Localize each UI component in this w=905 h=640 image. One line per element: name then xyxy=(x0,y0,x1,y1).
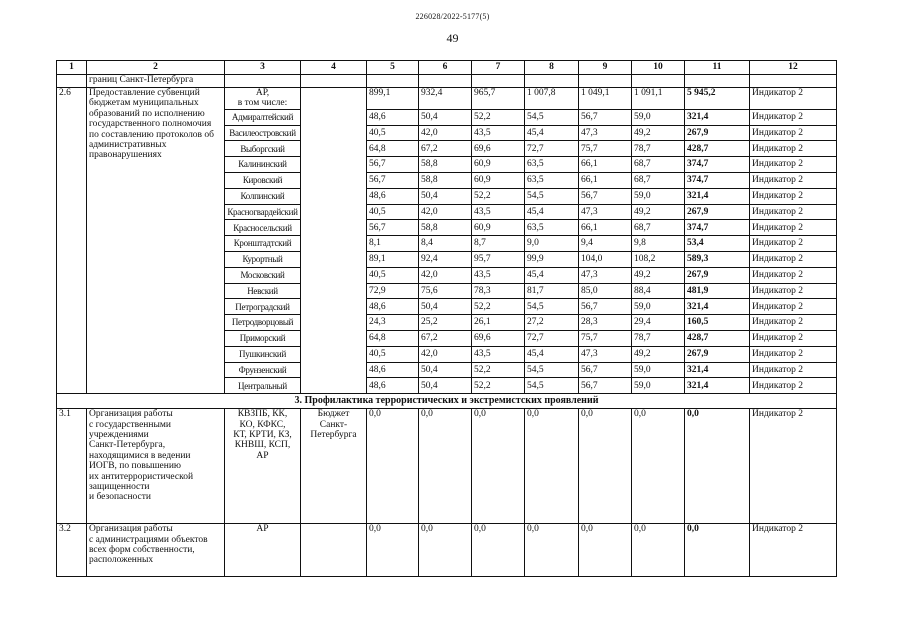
year-value: 0,0 xyxy=(419,409,472,524)
indicator: Индикатор 2 xyxy=(750,346,837,362)
year-value: 40,5 xyxy=(367,346,419,362)
empty-cell xyxy=(632,75,685,88)
year-value: 54,5 xyxy=(525,109,579,125)
year-value: 54,5 xyxy=(525,362,579,378)
year-value: 42,0 xyxy=(419,346,472,362)
year-value: 0,0 xyxy=(525,409,579,524)
district-name: Адмиралтейский xyxy=(225,109,301,125)
empty-cell xyxy=(579,75,632,88)
year-value: 99,9 xyxy=(525,251,579,267)
year-value: 78,7 xyxy=(632,141,685,157)
year-value: 8,1 xyxy=(367,236,419,252)
year-value: 60,9 xyxy=(472,220,525,236)
year-value: 9,8 xyxy=(632,236,685,252)
district-name: Центральный xyxy=(225,378,301,394)
year-value: 52,2 xyxy=(472,378,525,394)
indicator: Индикатор 2 xyxy=(750,409,837,524)
year-value: 50,4 xyxy=(419,109,472,125)
year-value: 56,7 xyxy=(367,220,419,236)
year-value: 0,0 xyxy=(579,409,632,524)
year-value: 50,4 xyxy=(419,188,472,204)
year-value: 64,8 xyxy=(367,141,419,157)
indicator: Индикатор 2 xyxy=(750,157,837,173)
year-value: 54,5 xyxy=(525,299,579,315)
district-name: Кронштадтский xyxy=(225,236,301,252)
funding-source xyxy=(301,88,367,394)
year-value: 9,0 xyxy=(525,236,579,252)
empty-cell xyxy=(685,75,750,88)
district-name: Калининский xyxy=(225,157,301,173)
district-name: Красносельский xyxy=(225,220,301,236)
year-value: 49,2 xyxy=(632,346,685,362)
year-value: 43,5 xyxy=(472,204,525,220)
total-value: 321,4 xyxy=(685,188,750,204)
empty-cell xyxy=(750,75,837,88)
year-value: 60,9 xyxy=(472,173,525,189)
year-value: 8,4 xyxy=(419,236,472,252)
year-value: 45,4 xyxy=(525,204,579,220)
year-value: 92,4 xyxy=(419,251,472,267)
year-value: 56,7 xyxy=(579,109,632,125)
year-value: 81,7 xyxy=(525,283,579,299)
year-value: 54,5 xyxy=(525,378,579,394)
year-value: 56,7 xyxy=(579,188,632,204)
indicator: Индикатор 2 xyxy=(750,267,837,283)
year-value: 965,7 xyxy=(472,88,525,110)
year-value: 104,0 xyxy=(579,251,632,267)
district-name: Невский xyxy=(225,283,301,299)
year-value: 69,6 xyxy=(472,141,525,157)
indicator: Индикатор 2 xyxy=(750,204,837,220)
year-value: 52,2 xyxy=(472,109,525,125)
total-value: 53,4 xyxy=(685,236,750,252)
year-value: 0,0 xyxy=(419,524,472,577)
total-value: 321,4 xyxy=(685,299,750,315)
year-value: 27,2 xyxy=(525,315,579,331)
year-value: 0,0 xyxy=(525,524,579,577)
year-value: 72,9 xyxy=(367,283,419,299)
year-value: 47,3 xyxy=(579,204,632,220)
column-header-6: 6 xyxy=(419,61,472,75)
indicator: Индикатор 2 xyxy=(750,251,837,267)
column-header-12: 12 xyxy=(750,61,837,75)
district-name: Московский xyxy=(225,267,301,283)
year-value: 899,1 xyxy=(367,88,419,110)
year-value: 58,8 xyxy=(419,220,472,236)
year-value: 72,7 xyxy=(525,141,579,157)
year-value: 48,6 xyxy=(367,378,419,394)
total-value: 481,9 xyxy=(685,283,750,299)
year-value: 58,8 xyxy=(419,173,472,189)
task-description: Организация работы с государственными учреждениями Санкт-Петербурга, находящимися в ведении ИОГВ, по повышению их антитеррористической защищенности и безопасности xyxy=(87,409,225,524)
year-value: 45,4 xyxy=(525,346,579,362)
district-name: Петродворцовый xyxy=(225,315,301,331)
year-value: 60,9 xyxy=(472,157,525,173)
document-registration-number: 226028/2022-5177(5) xyxy=(415,12,490,21)
empty-cell xyxy=(225,75,301,88)
year-value: 67,2 xyxy=(419,330,472,346)
year-value: 75,7 xyxy=(579,330,632,346)
year-value: 52,2 xyxy=(472,362,525,378)
total-value: 267,9 xyxy=(685,204,750,220)
year-value: 75,6 xyxy=(419,283,472,299)
year-value: 8,7 xyxy=(472,236,525,252)
row-number: 2.6 xyxy=(57,88,87,394)
table-row-2-6 xyxy=(57,88,837,110)
year-value: 108,2 xyxy=(632,251,685,267)
column-header-5: 5 xyxy=(367,61,419,75)
year-value: 0,0 xyxy=(367,409,419,524)
indicator: Индикатор 2 xyxy=(750,188,837,204)
year-value: 47,3 xyxy=(579,125,632,141)
year-value: 56,7 xyxy=(367,173,419,189)
year-value: 48,6 xyxy=(367,109,419,125)
executor: АР, в том числе: xyxy=(225,88,301,110)
year-value: 95,7 xyxy=(472,251,525,267)
year-value: 45,4 xyxy=(525,125,579,141)
column-header-11: 11 xyxy=(685,61,750,75)
district-name: Пушкинский xyxy=(225,346,301,362)
column-header-1: 1 xyxy=(57,61,87,75)
indicator: Индикатор 2 xyxy=(750,330,837,346)
column-header-4: 4 xyxy=(301,61,367,75)
total-value: 5 945,2 xyxy=(685,88,750,110)
year-value: 40,5 xyxy=(367,125,419,141)
indicator: Индикатор 2 xyxy=(750,173,837,189)
year-value: 42,0 xyxy=(419,267,472,283)
indicator: Индикатор 2 xyxy=(750,88,837,110)
column-header-2: 2 xyxy=(87,61,225,75)
funding-source xyxy=(301,524,367,577)
continuation-text: границ Санкт-Петербурга xyxy=(87,75,225,88)
column-header-7: 7 xyxy=(472,61,525,75)
page-number: 49 xyxy=(446,31,459,45)
column-header-8: 8 xyxy=(525,61,579,75)
district-name: Курортный xyxy=(225,251,301,267)
total-value: 321,4 xyxy=(685,362,750,378)
row-number-empty xyxy=(57,75,87,88)
total-value: 321,4 xyxy=(685,378,750,394)
year-value: 26,1 xyxy=(472,315,525,331)
year-value: 24,3 xyxy=(367,315,419,331)
year-value: 56,7 xyxy=(579,362,632,378)
district-name: Фрунзенский xyxy=(225,362,301,378)
year-value: 45,4 xyxy=(525,267,579,283)
indicator: Индикатор 2 xyxy=(750,220,837,236)
empty-cell xyxy=(525,75,579,88)
indicator: Индикатор 2 xyxy=(750,524,837,577)
row-number: 3.2 xyxy=(57,524,87,577)
year-value: 43,5 xyxy=(472,125,525,141)
year-value: 49,2 xyxy=(632,267,685,283)
year-value: 49,2 xyxy=(632,204,685,220)
year-value: 50,4 xyxy=(419,378,472,394)
year-value: 1 049,1 xyxy=(579,88,632,110)
year-value: 49,2 xyxy=(632,125,685,141)
indicator: Индикатор 2 xyxy=(750,283,837,299)
year-value: 68,7 xyxy=(632,220,685,236)
total-value: 374,7 xyxy=(685,157,750,173)
indicator: Индикатор 2 xyxy=(750,125,837,141)
year-value: 0,0 xyxy=(472,524,525,577)
year-value: 932,4 xyxy=(419,88,472,110)
year-value: 56,7 xyxy=(579,378,632,394)
executor: АР xyxy=(225,524,301,577)
indicator: Индикатор 2 xyxy=(750,236,837,252)
year-value: 68,7 xyxy=(632,157,685,173)
year-value: 0,0 xyxy=(472,409,525,524)
district-name: Выборгский xyxy=(225,141,301,157)
continuation-row xyxy=(57,75,837,88)
total-value: 374,7 xyxy=(685,173,750,189)
total-value: 160,5 xyxy=(685,315,750,331)
district-name: Кировский xyxy=(225,173,301,189)
year-value: 29,4 xyxy=(632,315,685,331)
indicator: Индикатор 2 xyxy=(750,362,837,378)
year-value: 9,4 xyxy=(579,236,632,252)
year-value: 63,5 xyxy=(525,157,579,173)
year-value: 1 007,8 xyxy=(525,88,579,110)
row-number: 3.1 xyxy=(57,409,87,524)
year-value: 50,4 xyxy=(419,299,472,315)
year-value: 58,8 xyxy=(419,157,472,173)
year-value: 66,1 xyxy=(579,157,632,173)
year-value: 0,0 xyxy=(632,524,685,577)
year-value: 72,7 xyxy=(525,330,579,346)
year-value: 63,5 xyxy=(525,220,579,236)
year-value: 56,7 xyxy=(367,157,419,173)
year-value: 48,6 xyxy=(367,299,419,315)
indicator: Индикатор 2 xyxy=(750,378,837,394)
year-value: 67,2 xyxy=(419,141,472,157)
empty-cell xyxy=(301,75,367,88)
total-value: 0,0 xyxy=(685,409,750,524)
year-value: 48,6 xyxy=(367,188,419,204)
year-value: 59,0 xyxy=(632,299,685,315)
funding-source: Бюджет Санкт- Петербурга xyxy=(301,409,367,524)
year-value: 63,5 xyxy=(525,173,579,189)
year-value: 40,5 xyxy=(367,204,419,220)
year-value: 25,2 xyxy=(419,315,472,331)
district-name: Приморский xyxy=(225,330,301,346)
year-value: 1 091,1 xyxy=(632,88,685,110)
empty-cell xyxy=(419,75,472,88)
year-value: 47,3 xyxy=(579,346,632,362)
task-description: Предоставление субвенций бюджетам муниципальных образований по исполнению государственного полномочия по составлению протоколов об административных правонарушениях xyxy=(87,88,225,394)
column-header-10: 10 xyxy=(632,61,685,75)
year-value: 66,1 xyxy=(579,220,632,236)
year-value: 54,5 xyxy=(525,188,579,204)
total-value: 267,9 xyxy=(685,267,750,283)
year-value: 88,4 xyxy=(632,283,685,299)
year-value: 59,0 xyxy=(632,188,685,204)
year-value: 47,3 xyxy=(579,267,632,283)
year-value: 78,3 xyxy=(472,283,525,299)
total-value: 374,7 xyxy=(685,220,750,236)
district-name: Красногвардейский xyxy=(225,204,301,220)
year-value: 59,0 xyxy=(632,362,685,378)
year-value: 0,0 xyxy=(367,524,419,577)
year-value: 56,7 xyxy=(579,299,632,315)
year-value: 28,3 xyxy=(579,315,632,331)
year-value: 85,0 xyxy=(579,283,632,299)
column-header-3: 3 xyxy=(225,61,301,75)
table-row-3-1 xyxy=(57,409,837,524)
year-value: 59,0 xyxy=(632,109,685,125)
district-name: Колпинский xyxy=(225,188,301,204)
executor: КВЗПБ, КК, КО, КФКС, КТ, КРТИ, КЗ, КНВШ, КСП, АР xyxy=(225,409,301,524)
indicator: Индикатор 2 xyxy=(750,299,837,315)
year-value: 68,7 xyxy=(632,173,685,189)
task-description: Организация работы с администрациями объектов всех форм собственности, расположенных xyxy=(87,524,225,577)
year-value: 75,7 xyxy=(579,141,632,157)
year-value: 43,5 xyxy=(472,346,525,362)
section-title: 3. Профилактика террористических и экстремистских проявлений xyxy=(57,394,837,409)
table-row-3-2 xyxy=(57,524,837,577)
total-value: 321,4 xyxy=(685,109,750,125)
year-value: 59,0 xyxy=(632,378,685,394)
indicator: Индикатор 2 xyxy=(750,315,837,331)
year-value: 78,7 xyxy=(632,330,685,346)
indicator: Индикатор 2 xyxy=(750,109,837,125)
year-value: 0,0 xyxy=(579,524,632,577)
year-value: 52,2 xyxy=(472,188,525,204)
section-header-row xyxy=(57,394,837,409)
year-value: 43,5 xyxy=(472,267,525,283)
year-value: 69,6 xyxy=(472,330,525,346)
column-header-9: 9 xyxy=(579,61,632,75)
year-value: 42,0 xyxy=(419,204,472,220)
total-value: 428,7 xyxy=(685,330,750,346)
year-value: 89,1 xyxy=(367,251,419,267)
total-value: 589,3 xyxy=(685,251,750,267)
district-name: Василеостровский xyxy=(225,125,301,141)
program-table xyxy=(56,60,837,577)
district-name: Петроградский xyxy=(225,299,301,315)
year-value: 50,4 xyxy=(419,362,472,378)
year-value: 66,1 xyxy=(579,173,632,189)
year-value: 64,8 xyxy=(367,330,419,346)
empty-cell xyxy=(367,75,419,88)
total-value: 0,0 xyxy=(685,524,750,577)
year-value: 0,0 xyxy=(632,409,685,524)
year-value: 48,6 xyxy=(367,362,419,378)
year-value: 40,5 xyxy=(367,267,419,283)
empty-cell xyxy=(472,75,525,88)
column-header-row xyxy=(57,61,837,75)
total-value: 267,9 xyxy=(685,125,750,141)
year-value: 52,2 xyxy=(472,299,525,315)
year-value: 42,0 xyxy=(419,125,472,141)
total-value: 428,7 xyxy=(685,141,750,157)
indicator: Индикатор 2 xyxy=(750,141,837,157)
total-value: 267,9 xyxy=(685,346,750,362)
